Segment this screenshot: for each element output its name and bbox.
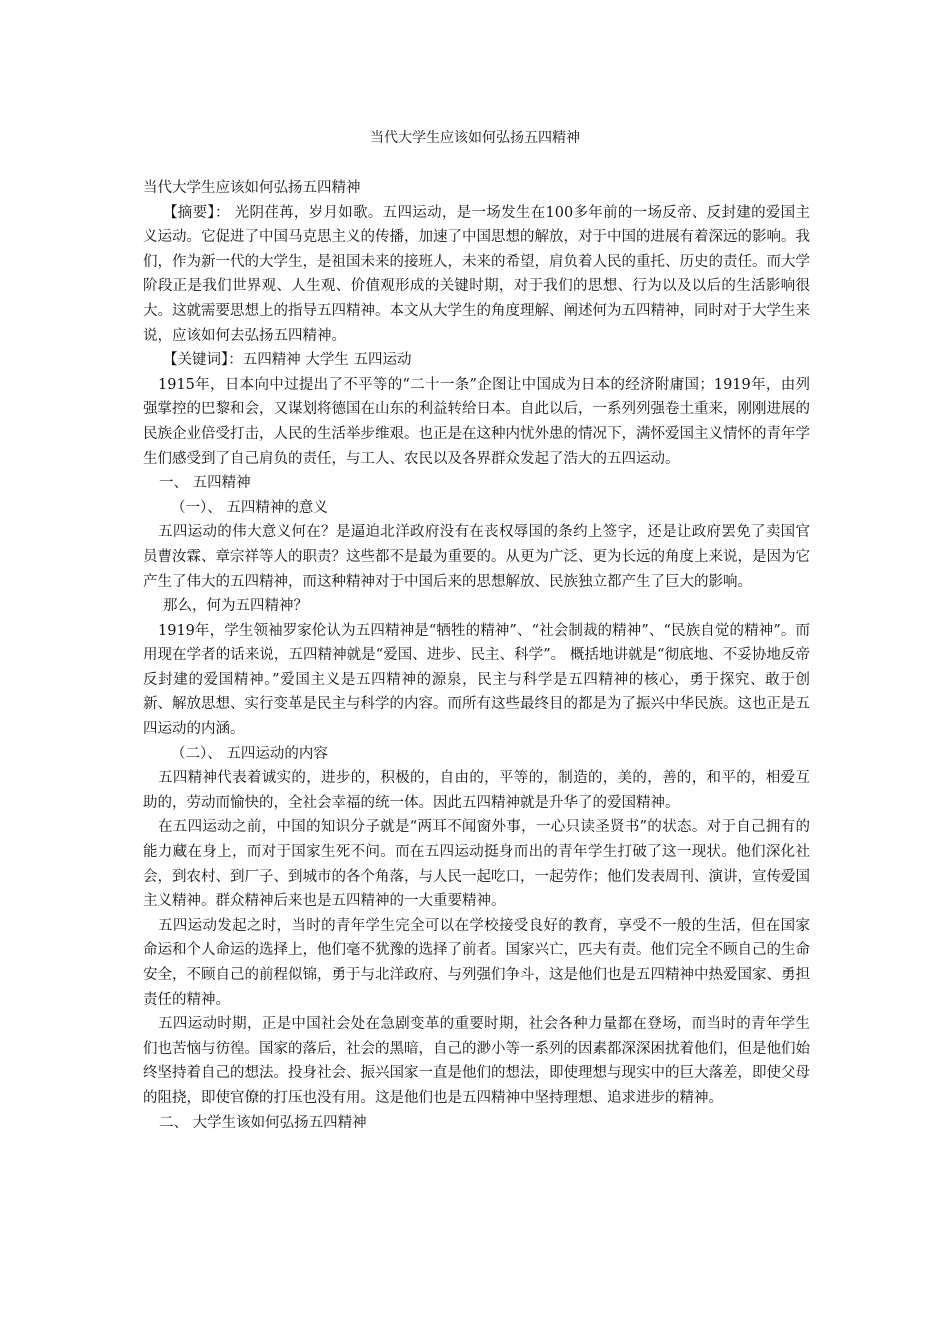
body-paragraph: 1919年，学生领袖罗家伦认为五四精神是“牺牲的精神”、“社会制裁的精神”、“民族自觉的精神”。而用现在学者的话来说，五四精神就是“爱国、进步、民主、科学”。 概括地讲就是“彻底地、不妥协地反帝反封建的爱国精神。”爱国主义是五四精神的源泉，民主与科学是五四精神的核心，勇于探究、敢于创新、解放思想、实行变革是民主与科学的内容。而所有这些最终目的都是为了振兴中华民族。这也正是五四运动的内涵。 [143,622,810,738]
section-heading-2: 二、 大学生该如何弘扬五四精神 [159,1114,367,1131]
abstract-paragraph: 【摘要】： 光阴荏苒，岁月如歌。五四运动，是一场发生在100多年前的一场反帝、反封建的爱国主义运动。它促进了中国马克思主义的传播，加速了中国思想的解放，对于中国的进展有着深远的影响。我们，作为新一代的大学生，是祖国未来的接班人，未来的希望，肩负着人民的重托、历史的责任。而大学阶段正是我们世界观、人生观、价值观形成的关键时期，对于我们的思想、行为以及以后的生活影响很大。这就需要思想上的指导五四精神。本文从大学生的角度理解、阐述何为五四精神，同时对于大学生来说，应该如何去弘扬五四精神。 [143,204,810,344]
body-paragraph: 五四运动时期，正是中国社会处在急剧变革的重要时期，社会各种力量都在登场，而当时的青年学生们也苦恼与彷徨。国家的落后，社会的黑暗，自己的渺小等一系列的因素都深深困扰着他们，但是他们始终坚持着自己的想法。投身社会、振兴国家一直是他们的想法，即使理想与现实中的巨大落差，即使父母的阻挠，即使官僚的打压也没有用。这是他们也是五四精神中坚持理想、追求进步的精神。 [143,1016,810,1106]
subsection-heading-1: （一）、 五四精神的意义 [171,499,328,516]
document-title: 当代大学生应该如何弘扬五四精神 [370,130,580,146]
subsection-heading-2: （二）、 五四运动的内容 [171,745,328,762]
document-body [143,176,810,1135]
body-paragraph: 在五四运动之前，中国的知识分子就是“两耳不闻窗外事，一心只读圣贤书”的状态。对于自己拥有的能力藏在身上，而对于国家生死不问。而在五四运动挺身而出的青年学生打破了这一现状。他们深化社会，到农村、到厂子、到城市的各个角落，与人民一起吃口，一起劳作；他们发表周刊、演讲，宣传爱国主义精神。群众精神后来也是五四精神的一大重要精神。 [143,819,810,910]
body-paragraph: 五四运动的伟大意义何在？是逼迫北洋政府没有在丧权辱国的条约上签字，还是让政府罢免了卖国官员曹汝霖、章宗祥等人的职责？这些都不是最为重要的。从更为广泛、更为长远的角度上来说，是因为它产生了伟大的五四精神，而这种精神对于中国后来的思想解放、民族独立都产生了巨大的影响。 [143,524,810,590]
body-paragraph: 五四精神代表着诚实的，进步的，积极的，自由的，平等的，制造的，美的，善的，和平的，相爱互助的，劳动而愉快的，全社会幸福的统一体。因此五四精神就是升华了的爱国精神。 [143,770,810,811]
body-paragraph: 1915年，日本向中过提出了不平等的“二十一条”企图让中国成为日本的经济附庸国；1919年，由列强掌控的巴黎和会，又谋划将德国在山东的利益转给日本。自此以后，一系列列强卷土重来，刚刚进展的民族企业倍受打击，人民的生活举步维艰。也正是在这种内忧外患的情况下，满怀爱国主义情怀的青年学生们感受到了自己肩负的责任，与工人、农民以及各界群众发起了浩大的五四运动。 [143,376,810,467]
keywords-paragraph: 【关键词】：五四精神 大学生 五四运动 [163,352,412,369]
body-paragraph: 五四运动发起之时，当时的青年学生完全可以在学校接受良好的教育，享受不一般的生活，但在国家命运和个人命运的选择上，他们毫不犹豫的选择了前者。国家兴亡，匹夫有责。他们完全不顾自己的生命安全，不顾自己的前程似锦，勇于与北洋政府、与列强们争斗，这是他们也是五四精神中热爱国家、勇担责任的精神。 [143,917,810,1008]
section-heading-1: 一、 五四精神 [159,475,251,492]
body-paragraph: 那么，何为五四精神？ [163,598,308,615]
article-heading: 当代大学生应该如何弘扬五四精神 [143,180,361,196]
